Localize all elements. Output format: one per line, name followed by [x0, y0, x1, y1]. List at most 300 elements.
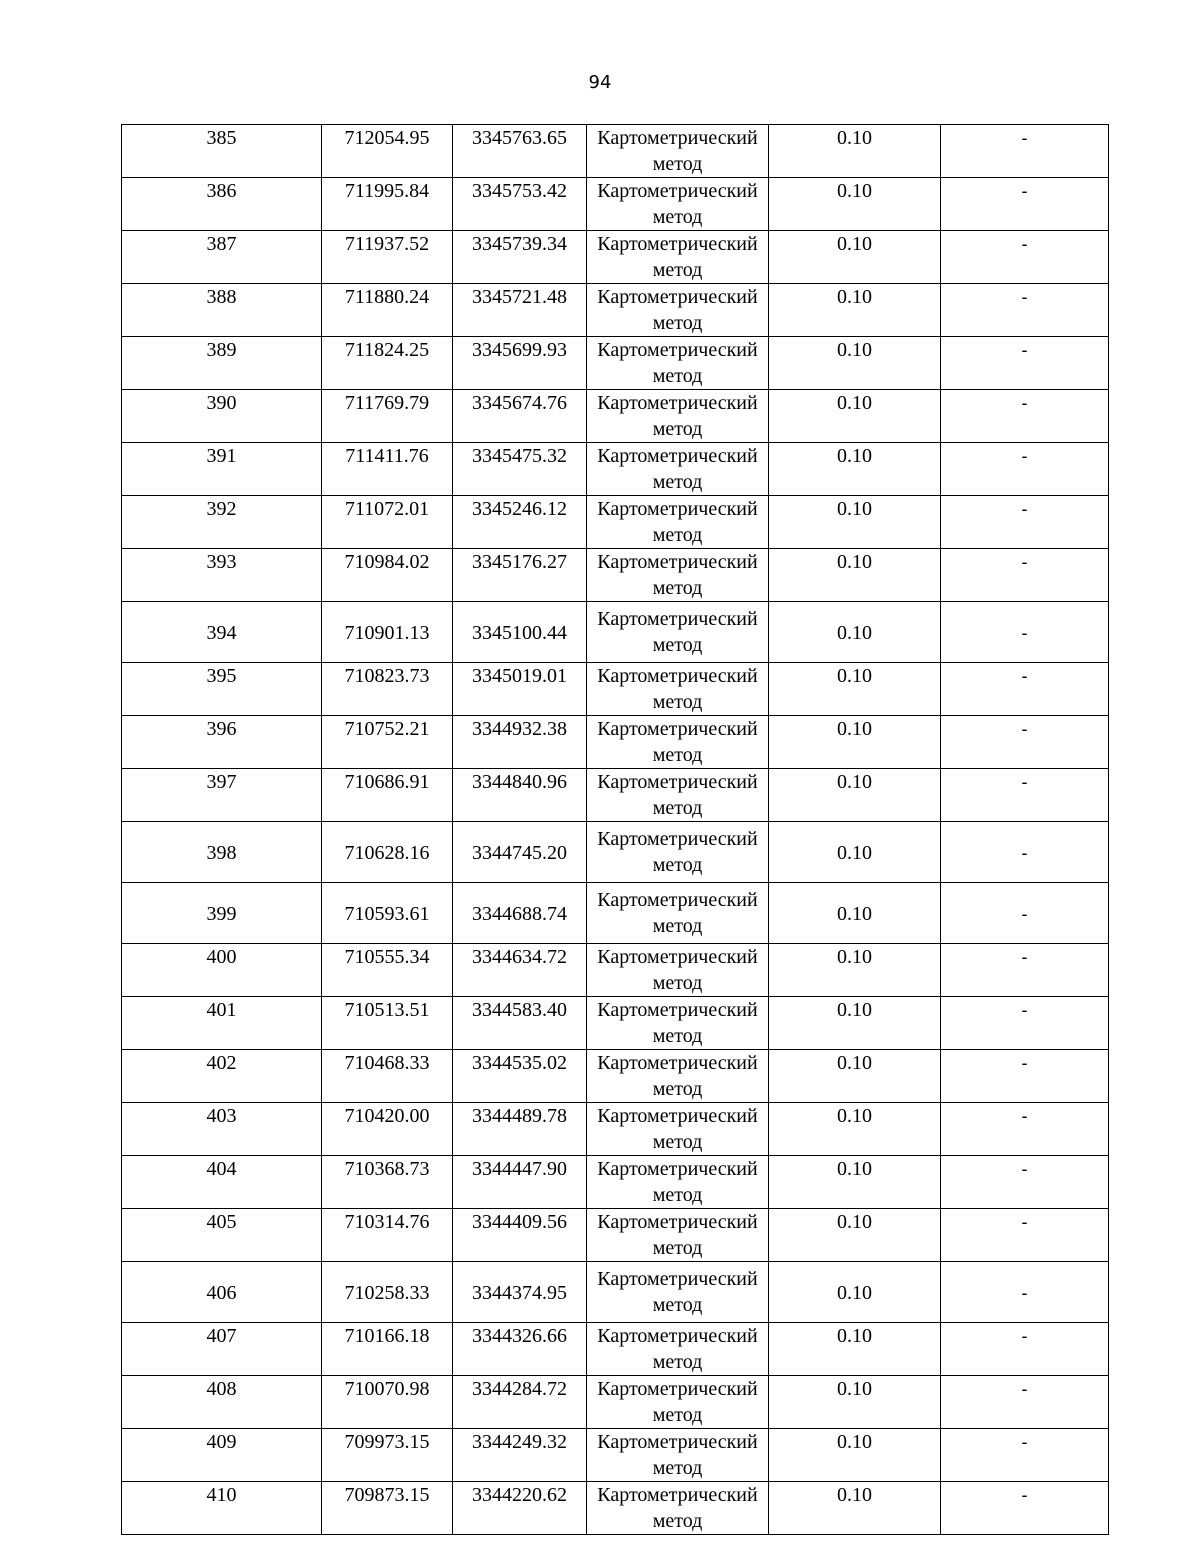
x-coordinate-text: 710752.21 — [344, 718, 430, 740]
method-text: Картометрический — [597, 392, 758, 414]
table-row — [122, 390, 1109, 443]
x-coordinate-cell — [322, 125, 453, 178]
accuracy-text: 0.10 — [837, 771, 872, 793]
point-number-text: 399 — [206, 902, 237, 925]
point-number-cell — [122, 549, 322, 602]
table-row — [122, 716, 1109, 769]
point-number-cell — [122, 1323, 322, 1376]
method-text: метод — [652, 1404, 703, 1426]
accuracy-text: 0.10 — [837, 339, 872, 361]
x-coordinate-text: 710368.73 — [344, 1158, 430, 1180]
method-cell — [587, 284, 769, 337]
x-coordinate-text: 709873.15 — [344, 1484, 430, 1506]
accuracy-text: 0.10 — [837, 902, 872, 925]
note-text: - — [1021, 947, 1028, 967]
table-row — [122, 284, 1109, 337]
y-coordinate-cell — [453, 284, 587, 337]
point-number-cell — [122, 1429, 322, 1482]
method-cell — [587, 337, 769, 390]
note-cell — [941, 997, 1109, 1050]
table-row — [122, 1103, 1109, 1156]
x-coordinate-text: 710314.76 — [344, 1211, 430, 1233]
y-coordinate-cell — [453, 997, 587, 1050]
y-coordinate-cell — [453, 1429, 587, 1482]
method-text: метод — [652, 1131, 703, 1153]
y-coordinate-text: 3344745.20 — [472, 841, 567, 864]
note-text: - — [1021, 446, 1028, 466]
method-cell — [587, 1103, 769, 1156]
table-row — [122, 178, 1109, 231]
point-number-cell — [122, 1376, 322, 1429]
note-cell — [941, 1103, 1109, 1156]
method-cell — [587, 1482, 769, 1535]
accuracy-text: 0.10 — [837, 1105, 872, 1127]
y-coordinate-cell — [453, 390, 587, 443]
x-coordinate-cell — [322, 496, 453, 549]
point-number-text: 400 — [206, 946, 237, 968]
x-coordinate-text: 710593.61 — [344, 902, 430, 925]
table-row — [122, 1482, 1109, 1535]
point-number-text: 398 — [206, 841, 237, 864]
x-coordinate-cell — [322, 769, 453, 822]
note-cell — [941, 1156, 1109, 1209]
table-row — [122, 549, 1109, 602]
method-text: Картометрический — [597, 1052, 758, 1074]
note-cell — [941, 1482, 1109, 1535]
note-text: - — [1021, 1326, 1028, 1346]
method-cell — [587, 1156, 769, 1209]
y-coordinate-text: 3345176.27 — [472, 551, 567, 573]
x-coordinate-cell — [322, 390, 453, 443]
accuracy-cell — [769, 496, 941, 549]
method-text: метод — [652, 972, 703, 994]
point-number-text: 407 — [206, 1325, 237, 1347]
accuracy-text: 0.10 — [837, 665, 872, 687]
point-number-text: 393 — [206, 551, 237, 573]
accuracy-text: 0.10 — [837, 1431, 872, 1453]
point-number-text: 395 — [206, 665, 237, 687]
method-text: метод — [652, 1078, 703, 1100]
y-coordinate-text: 3345100.44 — [472, 621, 567, 644]
method-cell — [587, 1376, 769, 1429]
note-cell — [941, 443, 1109, 496]
note-text: - — [1021, 552, 1028, 572]
method-cell — [587, 944, 769, 997]
accuracy-text: 0.10 — [837, 498, 872, 520]
point-number-text: 410 — [206, 1484, 237, 1506]
point-number-text: 403 — [206, 1105, 237, 1127]
y-coordinate-text: 3344688.74 — [472, 902, 567, 925]
accuracy-cell — [769, 716, 941, 769]
y-coordinate-cell — [453, 496, 587, 549]
x-coordinate-text: 710258.33 — [344, 1281, 430, 1304]
note-cell — [941, 663, 1109, 716]
method-cell — [587, 997, 769, 1050]
point-number-cell — [122, 1209, 322, 1262]
note-cell — [941, 769, 1109, 822]
x-coordinate-cell — [322, 822, 453, 883]
point-number-text: 387 — [206, 233, 237, 255]
note-text: - — [1021, 842, 1028, 863]
x-coordinate-cell — [322, 337, 453, 390]
y-coordinate-text: 3344583.40 — [472, 999, 567, 1021]
note-cell — [941, 390, 1109, 443]
accuracy-cell — [769, 390, 941, 443]
x-coordinate-cell — [322, 997, 453, 1050]
table-row — [122, 1429, 1109, 1482]
point-number-text: 405 — [206, 1211, 237, 1233]
point-number-cell — [122, 443, 322, 496]
note-cell — [941, 125, 1109, 178]
method-cell — [587, 716, 769, 769]
x-coordinate-text: 711824.25 — [344, 339, 430, 361]
note-text: - — [1021, 1106, 1028, 1126]
x-coordinate-cell — [322, 1323, 453, 1376]
point-number-text: 404 — [206, 1158, 237, 1180]
x-coordinate-cell — [322, 284, 453, 337]
x-coordinate-cell — [322, 716, 453, 769]
accuracy-cell — [769, 1376, 941, 1429]
y-coordinate-cell — [453, 883, 587, 944]
accuracy-text: 0.10 — [837, 551, 872, 573]
accuracy-cell — [769, 443, 941, 496]
x-coordinate-cell — [322, 443, 453, 496]
method-text: метод — [652, 1457, 703, 1479]
point-number-cell — [122, 822, 322, 883]
y-coordinate-cell — [453, 178, 587, 231]
accuracy-cell — [769, 125, 941, 178]
note-cell — [941, 883, 1109, 944]
table-row — [122, 883, 1109, 944]
method-text: Картометрический — [597, 1484, 758, 1506]
note-text: - — [1021, 1485, 1028, 1505]
note-text: - — [1021, 622, 1028, 643]
x-coordinate-text: 710555.34 — [344, 946, 430, 968]
accuracy-text: 0.10 — [837, 1052, 872, 1074]
x-coordinate-text: 711769.79 — [344, 392, 430, 414]
method-text: Картометрический — [597, 1105, 758, 1127]
method-text: метод — [652, 1510, 703, 1532]
y-coordinate-text: 3345753.42 — [472, 180, 567, 202]
note-text: - — [1021, 772, 1028, 792]
x-coordinate-text: 710513.51 — [344, 999, 430, 1021]
x-coordinate-text: 711937.52 — [344, 233, 430, 255]
method-text: метод — [652, 691, 703, 713]
method-text: метод — [652, 1351, 703, 1373]
note-cell — [941, 1262, 1109, 1323]
x-coordinate-cell — [322, 883, 453, 944]
x-coordinate-cell — [322, 1156, 453, 1209]
accuracy-cell — [769, 822, 941, 883]
method-text: метод — [652, 1294, 703, 1316]
point-number-text: 394 — [206, 621, 237, 644]
method-cell — [587, 602, 769, 663]
y-coordinate-cell — [453, 1323, 587, 1376]
point-number-text: 408 — [206, 1378, 237, 1400]
accuracy-cell — [769, 1209, 941, 1262]
y-coordinate-cell — [453, 944, 587, 997]
y-coordinate-text: 3344932.38 — [472, 718, 567, 740]
note-text: - — [1021, 1053, 1028, 1073]
method-cell — [587, 125, 769, 178]
accuracy-text: 0.10 — [837, 1484, 872, 1506]
x-coordinate-text: 710070.98 — [344, 1378, 430, 1400]
x-coordinate-cell — [322, 178, 453, 231]
point-number-text: 406 — [206, 1281, 237, 1304]
note-text: - — [1021, 1432, 1028, 1452]
y-coordinate-cell — [453, 125, 587, 178]
point-number-text: 397 — [206, 771, 237, 793]
accuracy-text: 0.10 — [837, 1378, 872, 1400]
y-coordinate-text: 3344326.66 — [472, 1325, 567, 1347]
accuracy-cell — [769, 1103, 941, 1156]
y-coordinate-cell — [453, 1156, 587, 1209]
x-coordinate-cell — [322, 1262, 453, 1323]
method-cell — [587, 663, 769, 716]
note-text: - — [1021, 1159, 1028, 1179]
y-coordinate-cell — [453, 822, 587, 883]
page-number: 94 — [588, 72, 612, 93]
note-cell — [941, 337, 1109, 390]
accuracy-text: 0.10 — [837, 841, 872, 864]
y-coordinate-cell — [453, 231, 587, 284]
method-cell — [587, 769, 769, 822]
point-number-text: 388 — [206, 286, 237, 308]
accuracy-cell — [769, 944, 941, 997]
accuracy-text: 0.10 — [837, 999, 872, 1021]
x-coordinate-cell — [322, 231, 453, 284]
method-text: Картометрический — [597, 946, 758, 968]
y-coordinate-text: 3345475.32 — [472, 445, 567, 467]
x-coordinate-cell — [322, 549, 453, 602]
accuracy-cell — [769, 178, 941, 231]
point-number-text: 389 — [206, 339, 237, 361]
point-number-cell — [122, 284, 322, 337]
y-coordinate-cell — [453, 1376, 587, 1429]
y-coordinate-text: 3345739.34 — [472, 233, 567, 255]
point-number-cell — [122, 663, 322, 716]
y-coordinate-cell — [453, 549, 587, 602]
y-coordinate-text: 3344840.96 — [472, 771, 567, 793]
accuracy-text: 0.10 — [837, 233, 872, 255]
note-text: - — [1021, 1000, 1028, 1020]
y-coordinate-text: 3345674.76 — [472, 392, 567, 414]
note-cell — [941, 1376, 1109, 1429]
note-text: - — [1021, 1379, 1028, 1399]
method-text: метод — [652, 1025, 703, 1047]
point-number-text: 401 — [206, 999, 237, 1021]
note-cell — [941, 716, 1109, 769]
x-coordinate-text: 711995.84 — [344, 180, 430, 202]
point-number-cell — [122, 997, 322, 1050]
accuracy-cell — [769, 284, 941, 337]
method-cell — [587, 883, 769, 944]
note-text: - — [1021, 903, 1028, 924]
method-cell — [587, 496, 769, 549]
y-coordinate-text: 3344249.32 — [472, 1431, 567, 1453]
y-coordinate-text: 3345019.01 — [472, 665, 567, 687]
note-text: - — [1021, 181, 1028, 201]
point-number-cell — [122, 125, 322, 178]
y-coordinate-text: 3344284.72 — [472, 1378, 567, 1400]
x-coordinate-text: 710628.16 — [344, 841, 430, 864]
x-coordinate-cell — [322, 1429, 453, 1482]
method-text: метод — [652, 524, 703, 546]
method-text: метод — [652, 153, 703, 175]
x-coordinate-cell — [322, 663, 453, 716]
x-coordinate-text: 710686.91 — [344, 771, 430, 793]
note-text: - — [1021, 128, 1028, 148]
table-row — [122, 125, 1109, 178]
x-coordinate-text: 710468.33 — [344, 1052, 430, 1074]
accuracy-cell — [769, 883, 941, 944]
table-row — [122, 663, 1109, 716]
accuracy-text: 0.10 — [837, 621, 872, 644]
method-text: Картометрический — [597, 180, 758, 202]
note-text: - — [1021, 1212, 1028, 1232]
x-coordinate-text: 710823.73 — [344, 665, 430, 687]
method-text: метод — [652, 577, 703, 599]
accuracy-text: 0.10 — [837, 127, 872, 149]
note-cell — [941, 178, 1109, 231]
accuracy-cell — [769, 1482, 941, 1535]
y-coordinate-cell — [453, 1050, 587, 1103]
method-cell — [587, 231, 769, 284]
point-number-cell — [122, 1103, 322, 1156]
point-number-cell — [122, 944, 322, 997]
table-row — [122, 822, 1109, 883]
y-coordinate-text: 3344374.95 — [472, 1281, 567, 1304]
table-row — [122, 337, 1109, 390]
x-coordinate-text: 709973.15 — [344, 1431, 430, 1453]
accuracy-text: 0.10 — [837, 946, 872, 968]
y-coordinate-cell — [453, 716, 587, 769]
accuracy-cell — [769, 1050, 941, 1103]
method-cell — [587, 1323, 769, 1376]
x-coordinate-text: 710984.02 — [344, 551, 430, 573]
accuracy-cell — [769, 231, 941, 284]
method-text: Картометрический — [597, 608, 758, 630]
method-cell — [587, 1262, 769, 1323]
note-cell — [941, 231, 1109, 284]
point-number-cell — [122, 716, 322, 769]
method-text: Картометрический — [597, 1158, 758, 1180]
x-coordinate-cell — [322, 1482, 453, 1535]
y-coordinate-text: 3344447.90 — [472, 1158, 567, 1180]
x-coordinate-text: 710901.13 — [344, 621, 430, 644]
note-text: - — [1021, 666, 1028, 686]
y-coordinate-cell — [453, 769, 587, 822]
method-text: Картометрический — [597, 445, 758, 467]
x-coordinate-cell — [322, 944, 453, 997]
accuracy-cell — [769, 663, 941, 716]
method-text: метод — [652, 312, 703, 334]
method-text: Картометрический — [597, 665, 758, 687]
note-cell — [941, 1209, 1109, 1262]
note-text: - — [1021, 719, 1028, 739]
y-coordinate-cell — [453, 1482, 587, 1535]
accuracy-cell — [769, 997, 941, 1050]
method-text: метод — [652, 854, 703, 876]
accuracy-cell — [769, 1429, 941, 1482]
method-text: Картометрический — [597, 1325, 758, 1347]
note-cell — [941, 822, 1109, 883]
x-coordinate-cell — [322, 1376, 453, 1429]
point-number-cell — [122, 769, 322, 822]
y-coordinate-cell — [453, 663, 587, 716]
accuracy-text: 0.10 — [837, 718, 872, 740]
method-text: Картометрический — [597, 889, 758, 911]
method-text: Картометрический — [597, 339, 758, 361]
method-cell — [587, 1429, 769, 1482]
y-coordinate-cell — [453, 337, 587, 390]
point-number-cell — [122, 178, 322, 231]
table-row — [122, 496, 1109, 549]
table-row — [122, 231, 1109, 284]
note-cell — [941, 1429, 1109, 1482]
accuracy-cell — [769, 1262, 941, 1323]
point-number-cell — [122, 337, 322, 390]
note-text: - — [1021, 393, 1028, 413]
table-row — [122, 769, 1109, 822]
y-coordinate-text: 3344489.78 — [472, 1105, 567, 1127]
point-number-text: 396 — [206, 718, 237, 740]
x-coordinate-cell — [322, 1209, 453, 1262]
table-row — [122, 1262, 1109, 1323]
y-coordinate-text: 3345246.12 — [472, 498, 567, 520]
point-number-text: 409 — [206, 1431, 237, 1453]
note-cell — [941, 602, 1109, 663]
method-text: метод — [652, 1184, 703, 1206]
method-text: Картометрический — [597, 498, 758, 520]
method-text: Картометрический — [597, 286, 758, 308]
point-number-cell — [122, 602, 322, 663]
table-row — [122, 1376, 1109, 1429]
point-number-text: 390 — [206, 392, 237, 414]
point-number-text: 392 — [206, 498, 237, 520]
x-coordinate-cell — [322, 602, 453, 663]
method-text: метод — [652, 915, 703, 937]
y-coordinate-text: 3344535.02 — [472, 1052, 567, 1074]
table-row — [122, 602, 1109, 663]
point-number-cell — [122, 1482, 322, 1535]
table-row — [122, 997, 1109, 1050]
x-coordinate-text: 710420.00 — [344, 1105, 430, 1127]
method-text: Картометрический — [597, 1431, 758, 1453]
method-text: метод — [652, 418, 703, 440]
method-cell — [587, 822, 769, 883]
note-cell — [941, 284, 1109, 337]
method-text: Картометрический — [597, 718, 758, 740]
y-coordinate-text: 3345763.65 — [472, 127, 567, 149]
accuracy-cell — [769, 769, 941, 822]
y-coordinate-text: 3345699.93 — [472, 339, 567, 361]
accuracy-cell — [769, 1323, 941, 1376]
method-text: метод — [652, 206, 703, 228]
accuracy-text: 0.10 — [837, 1158, 872, 1180]
method-text: метод — [652, 744, 703, 766]
x-coordinate-text: 711072.01 — [344, 498, 430, 520]
y-coordinate-text: 3344220.62 — [472, 1484, 567, 1506]
method-cell — [587, 390, 769, 443]
method-text: метод — [652, 471, 703, 493]
table-row — [122, 944, 1109, 997]
accuracy-cell — [769, 337, 941, 390]
note-text: - — [1021, 340, 1028, 360]
coordinates-table — [121, 124, 1109, 1535]
x-coordinate-text: 711880.24 — [344, 286, 430, 308]
point-number-text: 385 — [206, 127, 237, 149]
